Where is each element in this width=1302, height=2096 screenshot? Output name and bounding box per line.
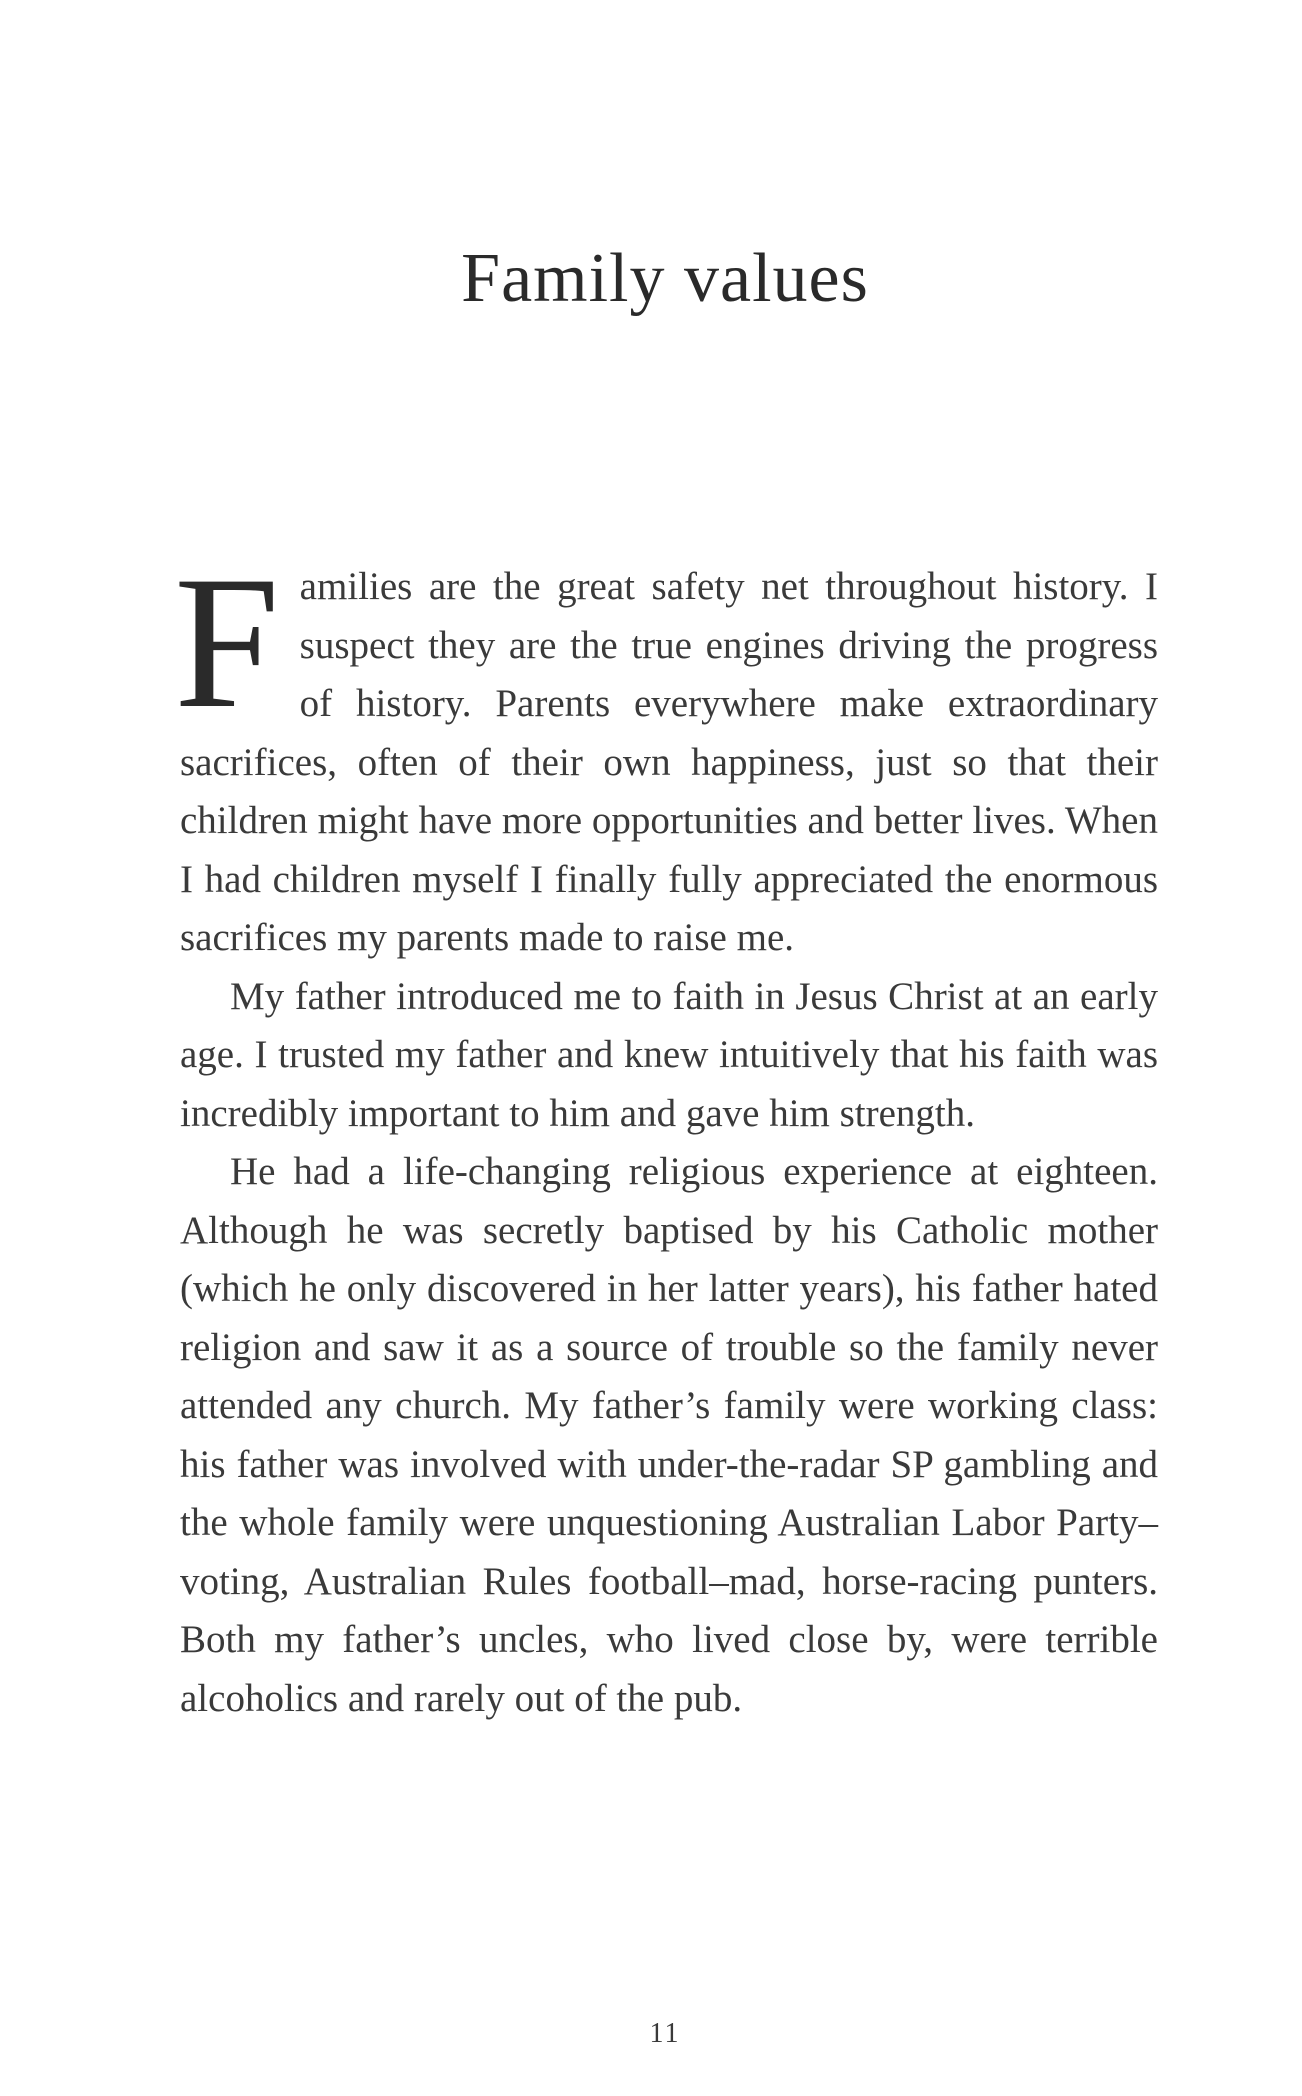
paragraph-2: My father introduced me to faith in Jesus Christ at an early age. I trusted my father and knew intuitively that his faith was incredibly important to him and gave him strength. — [180, 974, 1158, 1135]
paragraph-3: He had a life-changing religious experience at eighteen. Although he was secretly baptised by his Catholic mother (which he only discovered in her latter years), his father hated religion and saw it as a source of trouble so the family never attended any church. My father’s family were working class: his father was involved with under-the-radar SP gambling and the whole family were unquestioning Australian Labor Party–voting, Australian Rules football–mad, horse-racing punters. Both my father’s uncles, who lived close by, were terrible alcoholics and rarely out of the pub. — [180, 1150, 1158, 1720]
page-number: 11 — [649, 2018, 681, 2049]
paragraph-1-text: amilies are the great safety net throughout history. I suspect they are the true engines driving the progress of history. Parents everywhere make extraordinary sacrifices, often of their own happiness, just so that their children might have more opportunities and better lives. When I had children myself I finally fully appreciated the enormous sacrifices my parents made to raise me. — [180, 565, 1158, 959]
chapter-body — [174, 538, 1158, 1728]
drop-cap: F — [174, 538, 280, 748]
chapter-title: Family values — [461, 240, 869, 317]
paragraph-1 — [174, 538, 1158, 968]
